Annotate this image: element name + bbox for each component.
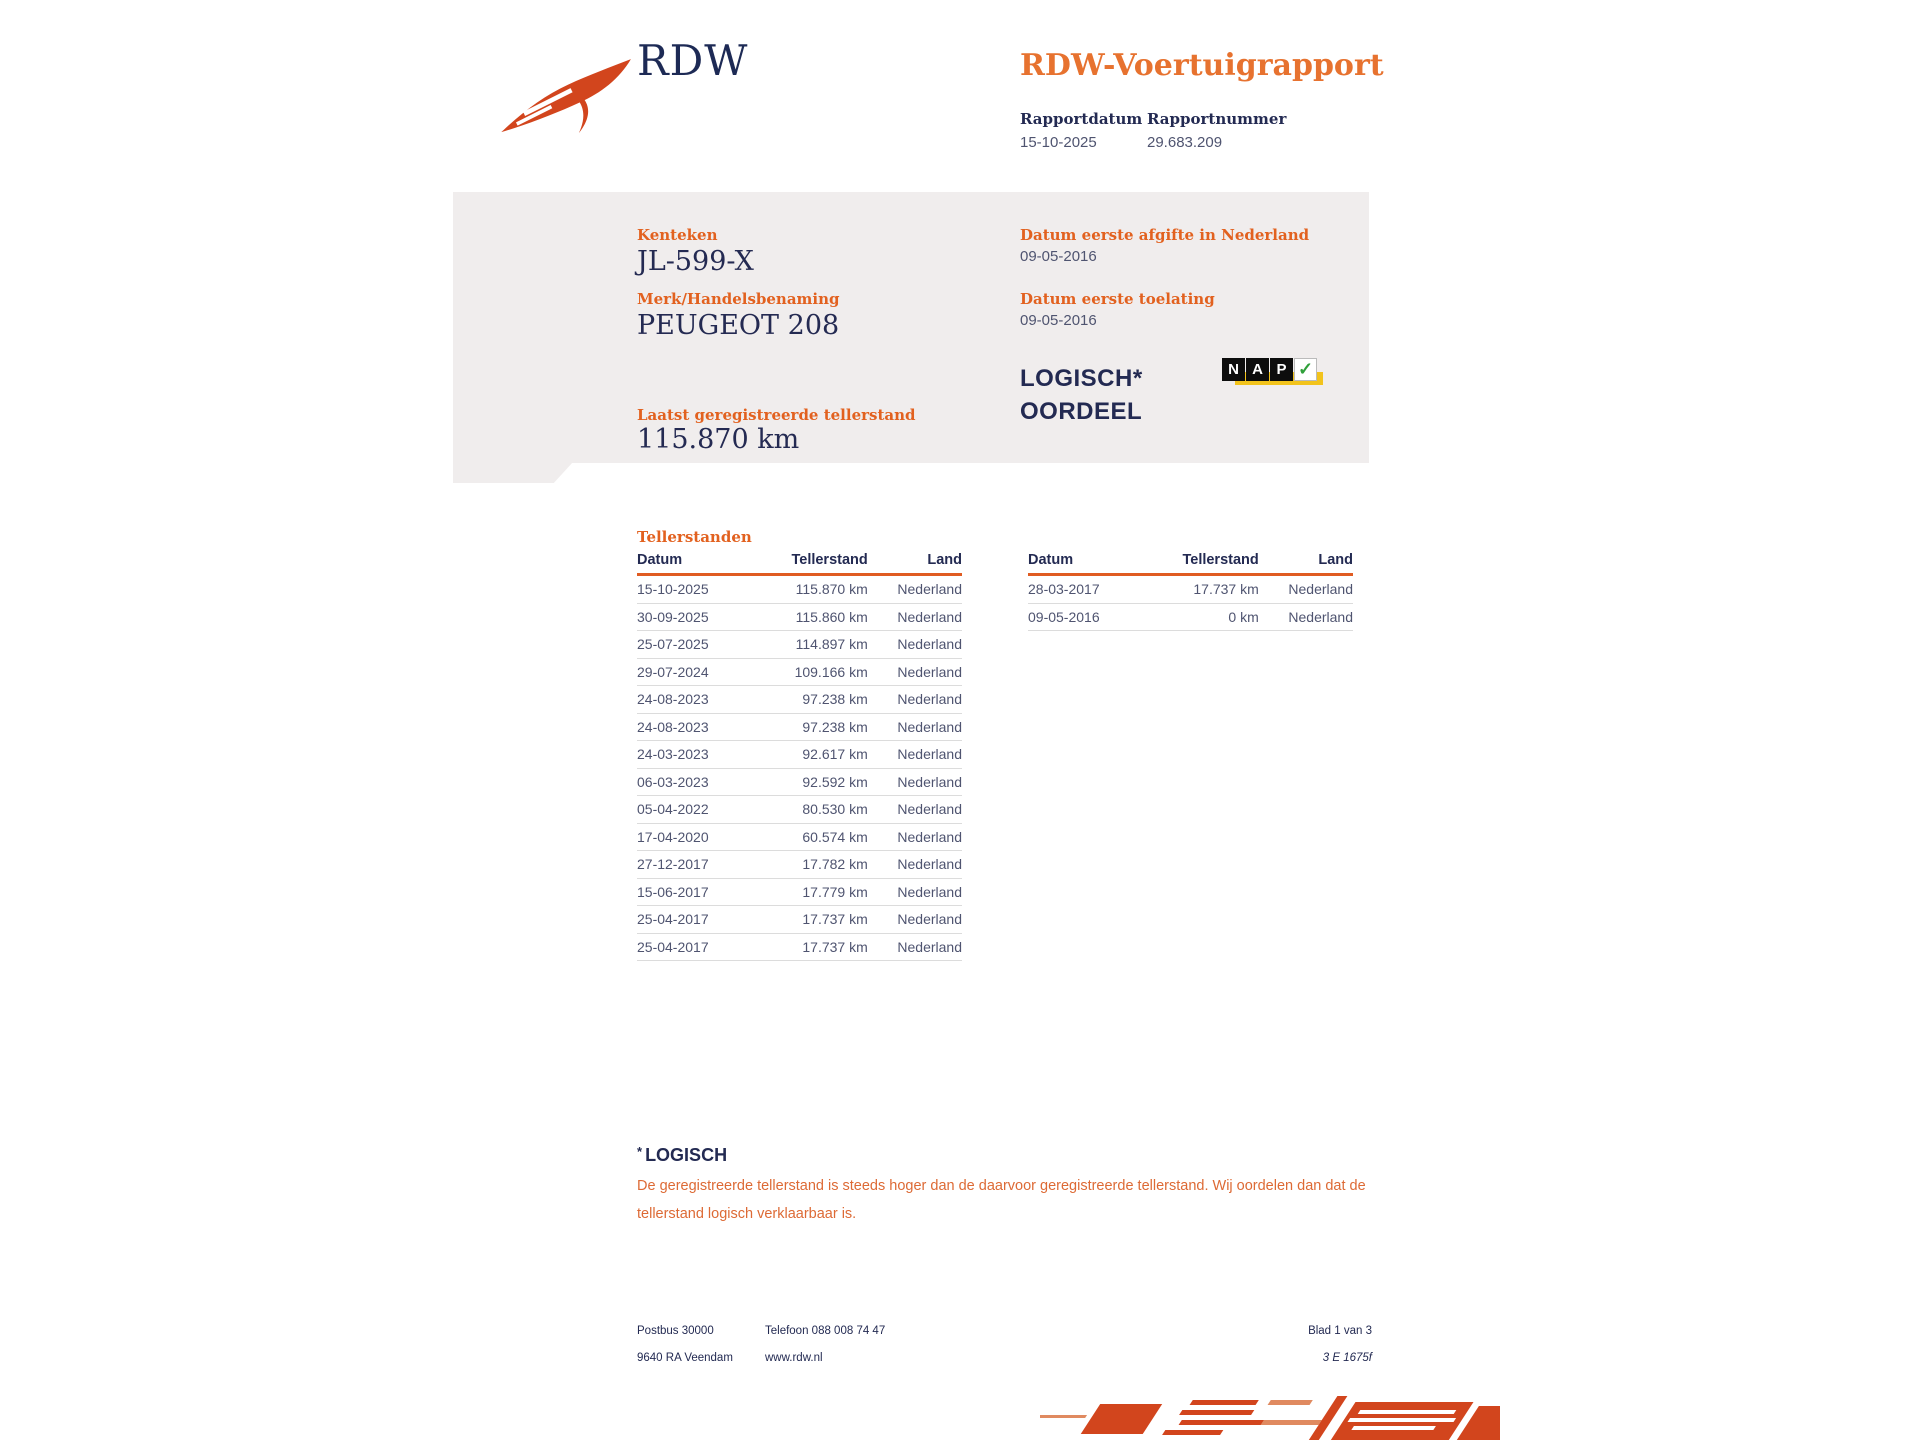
tellerstanden-table-left	[637, 552, 962, 961]
table-cell: Nederland	[897, 828, 962, 845]
table-header-row	[637, 552, 962, 576]
table-row	[637, 576, 962, 604]
table-cell: 28-03-2017	[1028, 581, 1100, 598]
footer-address	[637, 1318, 733, 1372]
footnote-text: De geregistreerde tellerstand is steeds hoger dan de daarvoor geregistreerde tellerstand. Wij oordelen dan dat de tellerstand logisch verklaarbaar is.	[637, 1178, 1366, 1222]
footer-website: www.rdw.nl	[765, 1352, 823, 1364]
table-cell: 17.779 km	[802, 883, 868, 900]
table-cell: Nederland	[897, 938, 962, 955]
kenteken-value: JL-599-X	[637, 246, 754, 277]
column-header-datum: Datum	[1028, 552, 1074, 568]
table-cell: 30-09-2025	[637, 608, 709, 625]
afgifte-value: 09-05-2016	[1020, 248, 1097, 265]
table-row	[1028, 576, 1353, 604]
footer-page-info	[1180, 1318, 1372, 1372]
table-row	[637, 796, 962, 824]
afgifte-label: Datum eerste afgifte in Nederland	[1020, 226, 1310, 244]
table-cell: Nederland	[897, 718, 962, 735]
table-cell: 05-04-2022	[637, 801, 709, 818]
table-cell: 114.897 km	[795, 636, 868, 653]
table-cell: Nederland	[897, 773, 962, 790]
table-cell: 17.737 km	[1193, 581, 1259, 598]
table-row	[637, 934, 962, 962]
table-row	[637, 879, 962, 907]
column-header-land: Land	[927, 552, 962, 568]
table-cell: 06-03-2023	[637, 773, 709, 790]
table-cell: Nederland	[1288, 608, 1353, 625]
table-cell: Nederland	[897, 691, 962, 708]
footer-postbus: Postbus 30000	[637, 1325, 714, 1337]
nap-letter-p: P	[1270, 358, 1293, 381]
nap-checkmark-icon: ✓	[1294, 358, 1317, 381]
merk-label: Merk/Handelsbenaming	[637, 290, 840, 308]
table-cell: 17-04-2020	[637, 828, 709, 845]
report-title: RDW-Voertuigrapport	[1020, 48, 1384, 83]
laatste-tellerstand-label: Laatst geregistreerde tellerstand	[637, 406, 916, 424]
tellerstanden-section-title: Tellerstanden	[637, 528, 752, 546]
tellerstanden-table-right	[1028, 552, 1353, 631]
table-cell: 17.782 km	[802, 856, 868, 873]
table-cell: 115.860 km	[795, 608, 868, 625]
table-row	[637, 906, 962, 934]
table-cell: 25-07-2025	[637, 636, 709, 653]
table-row	[637, 824, 962, 852]
table-cell: Nederland	[897, 608, 962, 625]
table-cell: Nederland	[897, 663, 962, 680]
table-cell: 109.166 km	[794, 663, 868, 680]
table-cell: Nederland	[897, 746, 962, 763]
table-cell: 24-08-2023	[637, 718, 709, 735]
table-cell: 09-05-2016	[1028, 608, 1100, 625]
table-cell: 60.574 km	[802, 828, 868, 845]
table-row	[637, 604, 962, 632]
table-cell: 24-03-2023	[637, 746, 709, 763]
toelating-label: Datum eerste toelating	[1020, 290, 1215, 308]
table-cell: 25-04-2017	[637, 938, 709, 955]
table-cell: Nederland	[897, 581, 962, 598]
column-header-tellerstand: Tellerstand	[1182, 552, 1259, 568]
report-date-value: 15-10-2025	[1020, 134, 1097, 151]
report-date-label: Rapportdatum	[1020, 110, 1143, 128]
kenteken-label: Kenteken	[637, 226, 718, 244]
table-cell: Nederland	[897, 856, 962, 873]
table-cell: Nederland	[897, 801, 962, 818]
report-number-value: 29.683.209	[1147, 134, 1223, 151]
logo-text: RDW	[637, 36, 749, 85]
footnote-title-text: LOGISCH	[645, 1145, 728, 1165]
footer-page-indicator: Blad 1 van 3	[1308, 1325, 1372, 1337]
footnote-title	[637, 1144, 727, 1166]
nap-letter-n: N	[1222, 358, 1245, 381]
table-cell: Nederland	[1288, 581, 1353, 598]
table-cell: 27-12-2017	[637, 856, 709, 873]
merk-value: PEUGEOT 208	[637, 310, 840, 341]
laatste-tellerstand-value: 115.870 km	[637, 424, 800, 455]
report-number-label: Rapportnummer	[1147, 110, 1287, 128]
table-cell: 0 km	[1228, 608, 1259, 625]
table-cell: 15-10-2025	[637, 581, 709, 598]
footer-form-code: 3 E 1675f	[1322, 1352, 1372, 1364]
oordeel-line2: OORDEEL	[1020, 398, 1143, 425]
table-header-row	[1028, 552, 1353, 576]
oordeel-line1: LOGISCH*	[1020, 365, 1143, 392]
table-cell: 25-04-2017	[637, 911, 709, 928]
table-row	[1028, 604, 1353, 632]
column-header-datum: Datum	[637, 552, 683, 568]
table-cell: 97.238 km	[802, 691, 868, 708]
column-header-tellerstand: Tellerstand	[791, 552, 868, 568]
footer-city: 9640 RA Veendam	[637, 1352, 733, 1364]
table-row	[637, 851, 962, 879]
table-cell: 29-07-2024	[637, 663, 709, 680]
footnote-asterisk: *	[637, 1144, 643, 1159]
table-cell: 92.592 km	[802, 773, 868, 790]
nap-letter-a: A	[1246, 358, 1269, 381]
table-cell: 24-08-2023	[637, 691, 709, 708]
table-row	[637, 769, 962, 797]
speed-stripes-graphic	[1040, 1392, 1500, 1440]
rdw-feather-logo-icon	[497, 50, 637, 134]
table-row	[637, 741, 962, 769]
vehicle-info-panel-tab	[453, 462, 573, 483]
table-cell: Nederland	[897, 883, 962, 900]
table-cell: Nederland	[897, 636, 962, 653]
table-cell: 80.530 km	[802, 801, 868, 818]
table-row	[637, 714, 962, 742]
table-row	[637, 686, 962, 714]
table-cell: 17.737 km	[802, 938, 868, 955]
table-cell: 92.617 km	[802, 746, 868, 763]
table-cell: 17.737 km	[802, 911, 868, 928]
nap-logo	[1222, 358, 1322, 392]
table-body	[1028, 576, 1353, 631]
table-cell: Nederland	[897, 911, 962, 928]
footer-phone: Telefoon 088 008 74 47	[765, 1325, 886, 1337]
table-row	[637, 631, 962, 659]
table-cell: 97.238 km	[802, 718, 868, 735]
table-body	[637, 576, 962, 961]
table-row	[637, 659, 962, 687]
footer-contact	[765, 1318, 885, 1372]
table-cell: 15-06-2017	[637, 883, 709, 900]
column-header-land: Land	[1318, 552, 1353, 568]
toelating-value: 09-05-2016	[1020, 312, 1097, 329]
table-cell: 115.870 km	[795, 581, 868, 598]
oordeel-text	[1020, 362, 1143, 428]
